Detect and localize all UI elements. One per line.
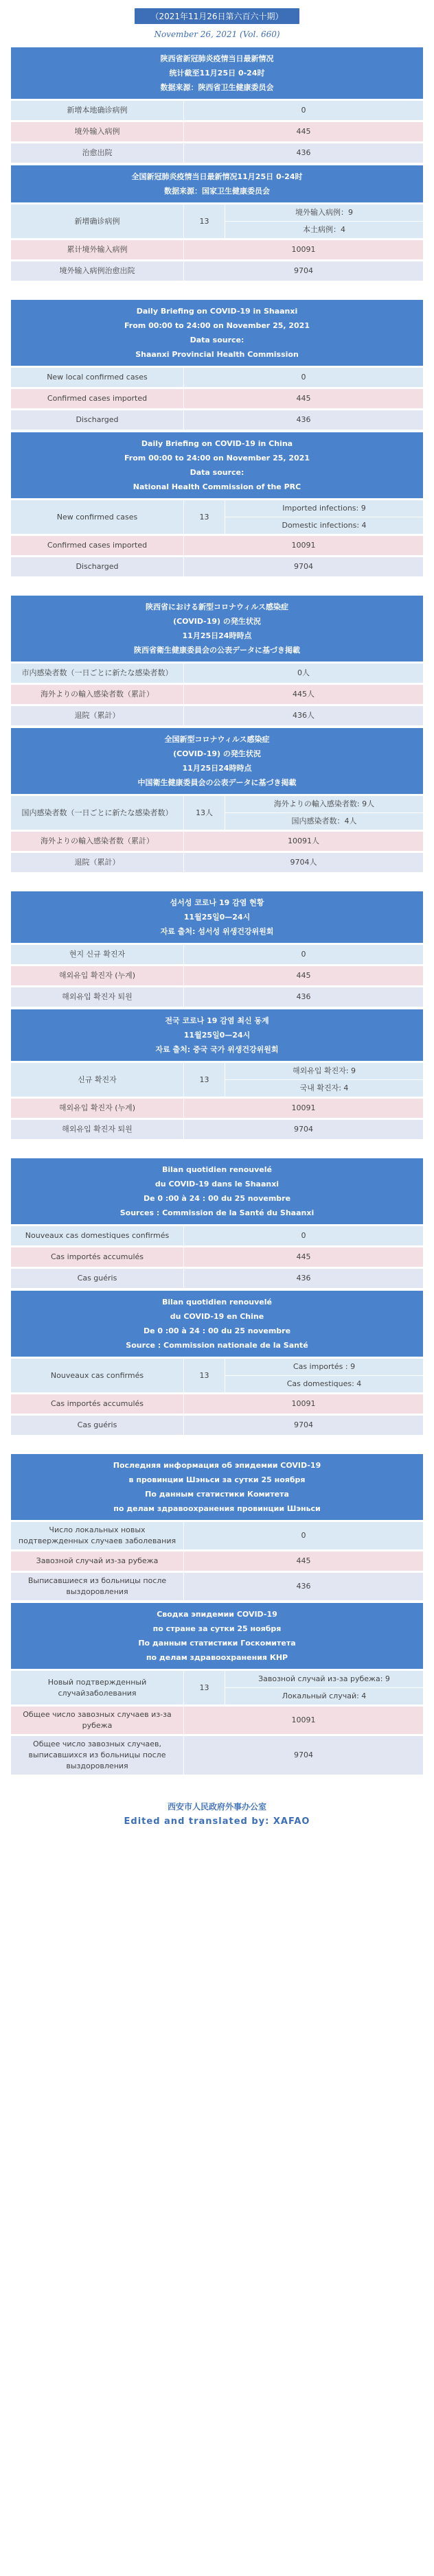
new-cases-row <box>11 1063 423 1097</box>
table-row <box>11 143 423 163</box>
local-title <box>11 1454 423 1520</box>
row-value: 0 <box>301 1231 306 1240</box>
local-title <box>11 1158 423 1224</box>
title-line: Shaanxi Provincial Health Commission <box>135 350 299 359</box>
national-title <box>11 165 423 202</box>
title-line: 11月25日24時時点 <box>182 764 252 773</box>
table-row <box>11 1522 423 1549</box>
table-row <box>11 1248 423 1267</box>
title-line: 数据来源：陕西省卫生健康委员会 <box>160 83 274 92</box>
row-label: Cas guéris <box>11 1416 184 1435</box>
title-line: 数据来源：国家卫生健康委员会 <box>164 187 270 196</box>
row-label: Discharged <box>11 557 184 576</box>
section-ru <box>11 1454 423 1775</box>
row-value: 445 <box>296 127 311 136</box>
national-block <box>11 1291 423 1435</box>
title-line: По данным статистики Госкомитета <box>138 1639 296 1648</box>
row-label: 海外よりの輸入感染者数（累計） <box>11 832 184 851</box>
national-block <box>11 728 423 872</box>
row-label: New local confirmed cases <box>11 368 184 387</box>
new-cases-row <box>11 204 423 238</box>
title-line: в провинции Шэньси за сутки 25 ноября <box>128 1475 306 1484</box>
footer-credit: Edited and translated by: XAFAO <box>124 1816 310 1827</box>
new-cases-total: 13 <box>184 500 225 534</box>
new-cases-sub: 海外よりの輸入感染者数: 9人 <box>273 799 375 808</box>
row-value: 445 <box>296 1556 311 1565</box>
title-line: du COVID-19 en Chine <box>170 1312 264 1321</box>
row-label: 해외유입 확진자 퇴원 <box>11 1120 184 1139</box>
section-fr <box>11 1158 423 1435</box>
row-label: Cas importés accumulés <box>11 1394 184 1414</box>
row-value: 10091 <box>291 1716 316 1724</box>
local-title <box>11 47 423 99</box>
row-value: 445 <box>296 394 311 403</box>
table-row <box>11 1573 423 1600</box>
title-line: 全国新冠肺炎疫情当日最新情况11月25日 0-24时 <box>131 172 303 181</box>
national-title <box>11 1291 423 1357</box>
title-line: 陝西省衛生健康委員会の公表データに基づき掲載 <box>134 646 300 655</box>
footer <box>11 1799 423 1829</box>
title-line: Последняя информация об эпидемии COVID-19 <box>113 1461 321 1470</box>
row-label: Confirmed cases imported <box>11 389 184 408</box>
national-title <box>11 1009 423 1061</box>
issue-badge: （2021年11月26日第六百六十期） <box>135 8 299 24</box>
row-label: 해외유입 확진자 퇴원 <box>11 987 184 1007</box>
row-label: 市内感染者数（一日ごとに新たな感染者数） <box>11 664 184 683</box>
row-label: 退院（累計） <box>11 853 184 872</box>
title-line: du COVID-19 dans le Shaanxi <box>155 1180 279 1189</box>
national-block <box>11 165 423 281</box>
issue-date: November 26, 2021 (Vol. 660) <box>154 30 280 39</box>
national-title <box>11 728 423 794</box>
title-line: 11월25일0—24시 <box>183 913 251 922</box>
title-line: по делам здравоохранения провинции Шэньси <box>113 1504 321 1513</box>
table-row <box>11 832 423 851</box>
new-cases-label: 新增确诊病例 <box>11 204 184 238</box>
new-cases-sub: Завозной случай из-за рубежа: 9 <box>258 1674 390 1683</box>
table-row <box>11 1120 423 1139</box>
row-label: Nouveaux cas domestiques confirmés <box>11 1226 184 1245</box>
table-row <box>11 536 423 555</box>
new-cases-label: 国内感染者数（一日ごとに新たな感染者数） <box>11 796 184 830</box>
table-row <box>11 1736 423 1775</box>
table-row <box>11 1269 423 1288</box>
title-line: 中国衛生健康委員会の公表データに基づき掲載 <box>137 778 297 787</box>
row-value: 445人 <box>293 690 315 699</box>
table-row <box>11 987 423 1007</box>
title-line: National Health Commission of the PRC <box>133 482 301 491</box>
row-value: 9704 <box>294 266 313 275</box>
new-cases-label: 신규 확진자 <box>11 1063 184 1097</box>
national-block <box>11 432 423 576</box>
local-block <box>11 891 423 1007</box>
row-value: 445 <box>296 1252 311 1261</box>
row-label: Число локальных новых подтвержденных случаев заболевания <box>11 1522 184 1549</box>
row-label: Cas importés accumulés <box>11 1248 184 1267</box>
local-block <box>11 596 423 725</box>
row-value: 436 <box>296 1274 311 1283</box>
title-line: Daily Briefing on COVID-19 in Shaanxi <box>136 307 298 316</box>
title-line: 统计截至11月25日 0-24时 <box>169 69 265 78</box>
title-line: 陕西省新冠肺炎疫情当日最新情况 <box>160 54 274 63</box>
row-label: 해외유입 확진자 (누계) <box>11 1099 184 1118</box>
table-row <box>11 966 423 985</box>
new-cases-label: Новый подтвержденный случайзаболевания <box>11 1671 184 1705</box>
table-row <box>11 706 423 725</box>
local-block <box>11 47 423 163</box>
new-cases-total: 13人 <box>184 796 225 830</box>
title-line: Sources : Commission de la Santé du Shaanxi <box>119 1208 315 1217</box>
title-line: De 0 :00 à 24 : 00 du 25 novembre <box>143 1326 291 1335</box>
table-row <box>11 1099 423 1118</box>
local-block <box>11 300 423 430</box>
new-cases-sub: 해외유입 확진자: 9 <box>292 1066 356 1075</box>
title-line: по делам здравоохранения КНР <box>146 1653 288 1662</box>
new-cases-sub: 本土病例：4 <box>225 221 423 238</box>
row-value: 436 <box>296 992 311 1001</box>
new-cases-breakdown <box>225 1359 423 1392</box>
row-label: 현지 신규 확진자 <box>11 945 184 964</box>
row-label: 境外输入病例 <box>11 122 184 141</box>
title-line: 陕西省における新型コロナウィルス感染症 <box>145 602 288 611</box>
row-label: 境外输入病例治愈出院 <box>11 261 184 281</box>
table-row <box>11 1226 423 1245</box>
local-title <box>11 891 423 943</box>
row-value: 436 <box>296 1582 311 1591</box>
table-row <box>11 664 423 683</box>
local-title <box>11 300 423 366</box>
table-row <box>11 1552 423 1571</box>
row-value: 10091 <box>291 541 316 550</box>
row-value: 10091人 <box>288 836 319 845</box>
section-en <box>11 300 423 576</box>
footer-office: 西安市人民政府外事办公室 <box>167 1802 266 1812</box>
table-row <box>11 853 423 872</box>
section-zh <box>11 47 423 281</box>
row-value: 436 <box>296 148 311 157</box>
title-line: 섬서성 코로나 19 감염 현황 <box>170 898 264 907</box>
table-row <box>11 410 423 430</box>
title-line: Daily Briefing on COVID-19 in China <box>141 439 293 448</box>
title-line: по стране за сутки 25 ноября <box>152 1624 282 1633</box>
new-cases-label: New confirmed cases <box>11 500 184 534</box>
row-label: 累计境外输入病例 <box>11 240 184 259</box>
row-label: Выписавшиеся из больницы после выздоровления <box>11 1573 184 1600</box>
title-line: По данным статистики Комитета <box>145 1490 289 1499</box>
table-row <box>11 1707 423 1734</box>
table-row <box>11 261 423 281</box>
row-label: Общее число завозных случаев из-за рубежа <box>11 1707 184 1734</box>
new-cases-total: 13 <box>184 1063 225 1097</box>
new-cases-sub: Domestic infections: 4 <box>225 517 423 534</box>
title-line: 11월25일0—24시 <box>183 1031 251 1040</box>
new-cases-breakdown <box>225 1671 423 1705</box>
new-cases-sub: Локальный случай: 4 <box>225 1687 423 1705</box>
row-value: 0 <box>301 950 306 959</box>
national-block <box>11 1009 423 1139</box>
table-row <box>11 1416 423 1435</box>
row-label: 治愈出院 <box>11 143 184 163</box>
table-row <box>11 945 423 964</box>
new-cases-breakdown <box>225 796 423 830</box>
new-cases-breakdown <box>225 204 423 238</box>
new-cases-sub: 国内感染者数：4人 <box>225 812 423 830</box>
row-value: 10091 <box>291 245 316 254</box>
new-cases-row <box>11 500 423 534</box>
title-line: Data source: <box>190 468 244 477</box>
row-label: Cas guéris <box>11 1269 184 1288</box>
new-cases-sub: 境外输入病例：9 <box>295 208 353 217</box>
row-value: 9704人 <box>290 858 317 867</box>
title-line: Data source: <box>190 336 244 344</box>
new-cases-row <box>11 1359 423 1392</box>
new-cases-total: 13 <box>184 204 225 238</box>
row-label: Завозной случай из-за рубежа <box>11 1552 184 1571</box>
new-cases-sub: 국내 확진자: 4 <box>225 1079 423 1097</box>
row-value: 0 <box>301 373 306 382</box>
title-line: From 00:00 to 24:00 on November 25, 2021 <box>124 454 310 462</box>
row-value: 0 <box>301 106 306 115</box>
title-line: Сводка эпидемии COVID-19 <box>157 1610 277 1619</box>
title-line: From 00:00 to 24:00 on November 25, 2021 <box>124 321 310 330</box>
row-label: 해외유입 확진자 (누계) <box>11 966 184 985</box>
table-row <box>11 389 423 408</box>
section-ja <box>11 596 423 872</box>
row-value: 0人 <box>297 668 310 677</box>
briefing-sections <box>11 47 423 1775</box>
new-cases-sub: Cas domestiques: 4 <box>225 1375 423 1392</box>
title-line: (COVID-19) の発生状況 <box>173 617 261 626</box>
local-block <box>11 1158 423 1288</box>
title-line: 자료 출처: 섬서성 위생건강위원회 <box>160 927 274 936</box>
row-value: 9704 <box>294 1420 313 1429</box>
title-line: Bilan quotidien renouvelé <box>161 1165 273 1174</box>
new-cases-total: 13 <box>184 1671 225 1705</box>
new-cases-row <box>11 796 423 830</box>
new-cases-breakdown <box>225 500 423 534</box>
title-line: 全国新型コロナウィルス感染症 <box>164 735 270 744</box>
row-value: 10091 <box>291 1103 316 1112</box>
title-line: De 0 :00 à 24 : 00 du 25 novembre <box>143 1194 291 1203</box>
row-value: 436 <box>296 415 311 424</box>
new-cases-breakdown <box>225 1063 423 1097</box>
new-cases-sub: Imported infections: 9 <box>282 504 366 513</box>
table-row <box>11 240 423 259</box>
new-cases-row <box>11 1671 423 1705</box>
row-value: 10091 <box>291 1399 316 1408</box>
row-value: 9704 <box>294 562 313 571</box>
row-label: Confirmed cases imported <box>11 536 184 555</box>
row-label: 新增本地确诊病例 <box>11 101 184 120</box>
table-row <box>11 685 423 704</box>
row-value: 9704 <box>294 1125 313 1134</box>
table-row <box>11 368 423 387</box>
row-label: 退院（累計） <box>11 706 184 725</box>
title-line: Source : Commission nationale de la Santé <box>126 1341 308 1350</box>
table-row <box>11 557 423 576</box>
national-title <box>11 432 423 498</box>
local-title <box>11 596 423 661</box>
row-label: Общее число завозных случаев, выписавшихся из больницы после выздоровления <box>11 1736 184 1775</box>
title-line: 전국 코로나 19 감염 최신 동계 <box>165 1016 269 1025</box>
new-cases-label: Nouveaux cas confirmés <box>11 1359 184 1392</box>
new-cases-total: 13 <box>184 1359 225 1392</box>
table-row <box>11 122 423 141</box>
title-line: Bilan quotidien renouvelé <box>161 1298 273 1307</box>
title-line: 자료 출처: 중국 국가 위생건강위원회 <box>155 1045 279 1054</box>
national-block <box>11 1603 423 1775</box>
row-value: 0 <box>301 1531 306 1540</box>
section-ko <box>11 891 423 1139</box>
title-line: 11月25日24時時点 <box>182 631 252 640</box>
table-row <box>11 101 423 120</box>
table-row <box>11 1394 423 1414</box>
row-label: 海外よりの輸入感染者数（累計） <box>11 685 184 704</box>
new-cases-sub: Cas importés : 9 <box>293 1362 356 1371</box>
row-label: Discharged <box>11 410 184 430</box>
row-value: 9704 <box>294 1750 313 1759</box>
local-block <box>11 1454 423 1600</box>
row-value: 445 <box>296 971 311 980</box>
row-value: 436人 <box>293 711 315 720</box>
national-title <box>11 1603 423 1669</box>
title-line: (COVID-19) の発生状況 <box>173 749 261 758</box>
